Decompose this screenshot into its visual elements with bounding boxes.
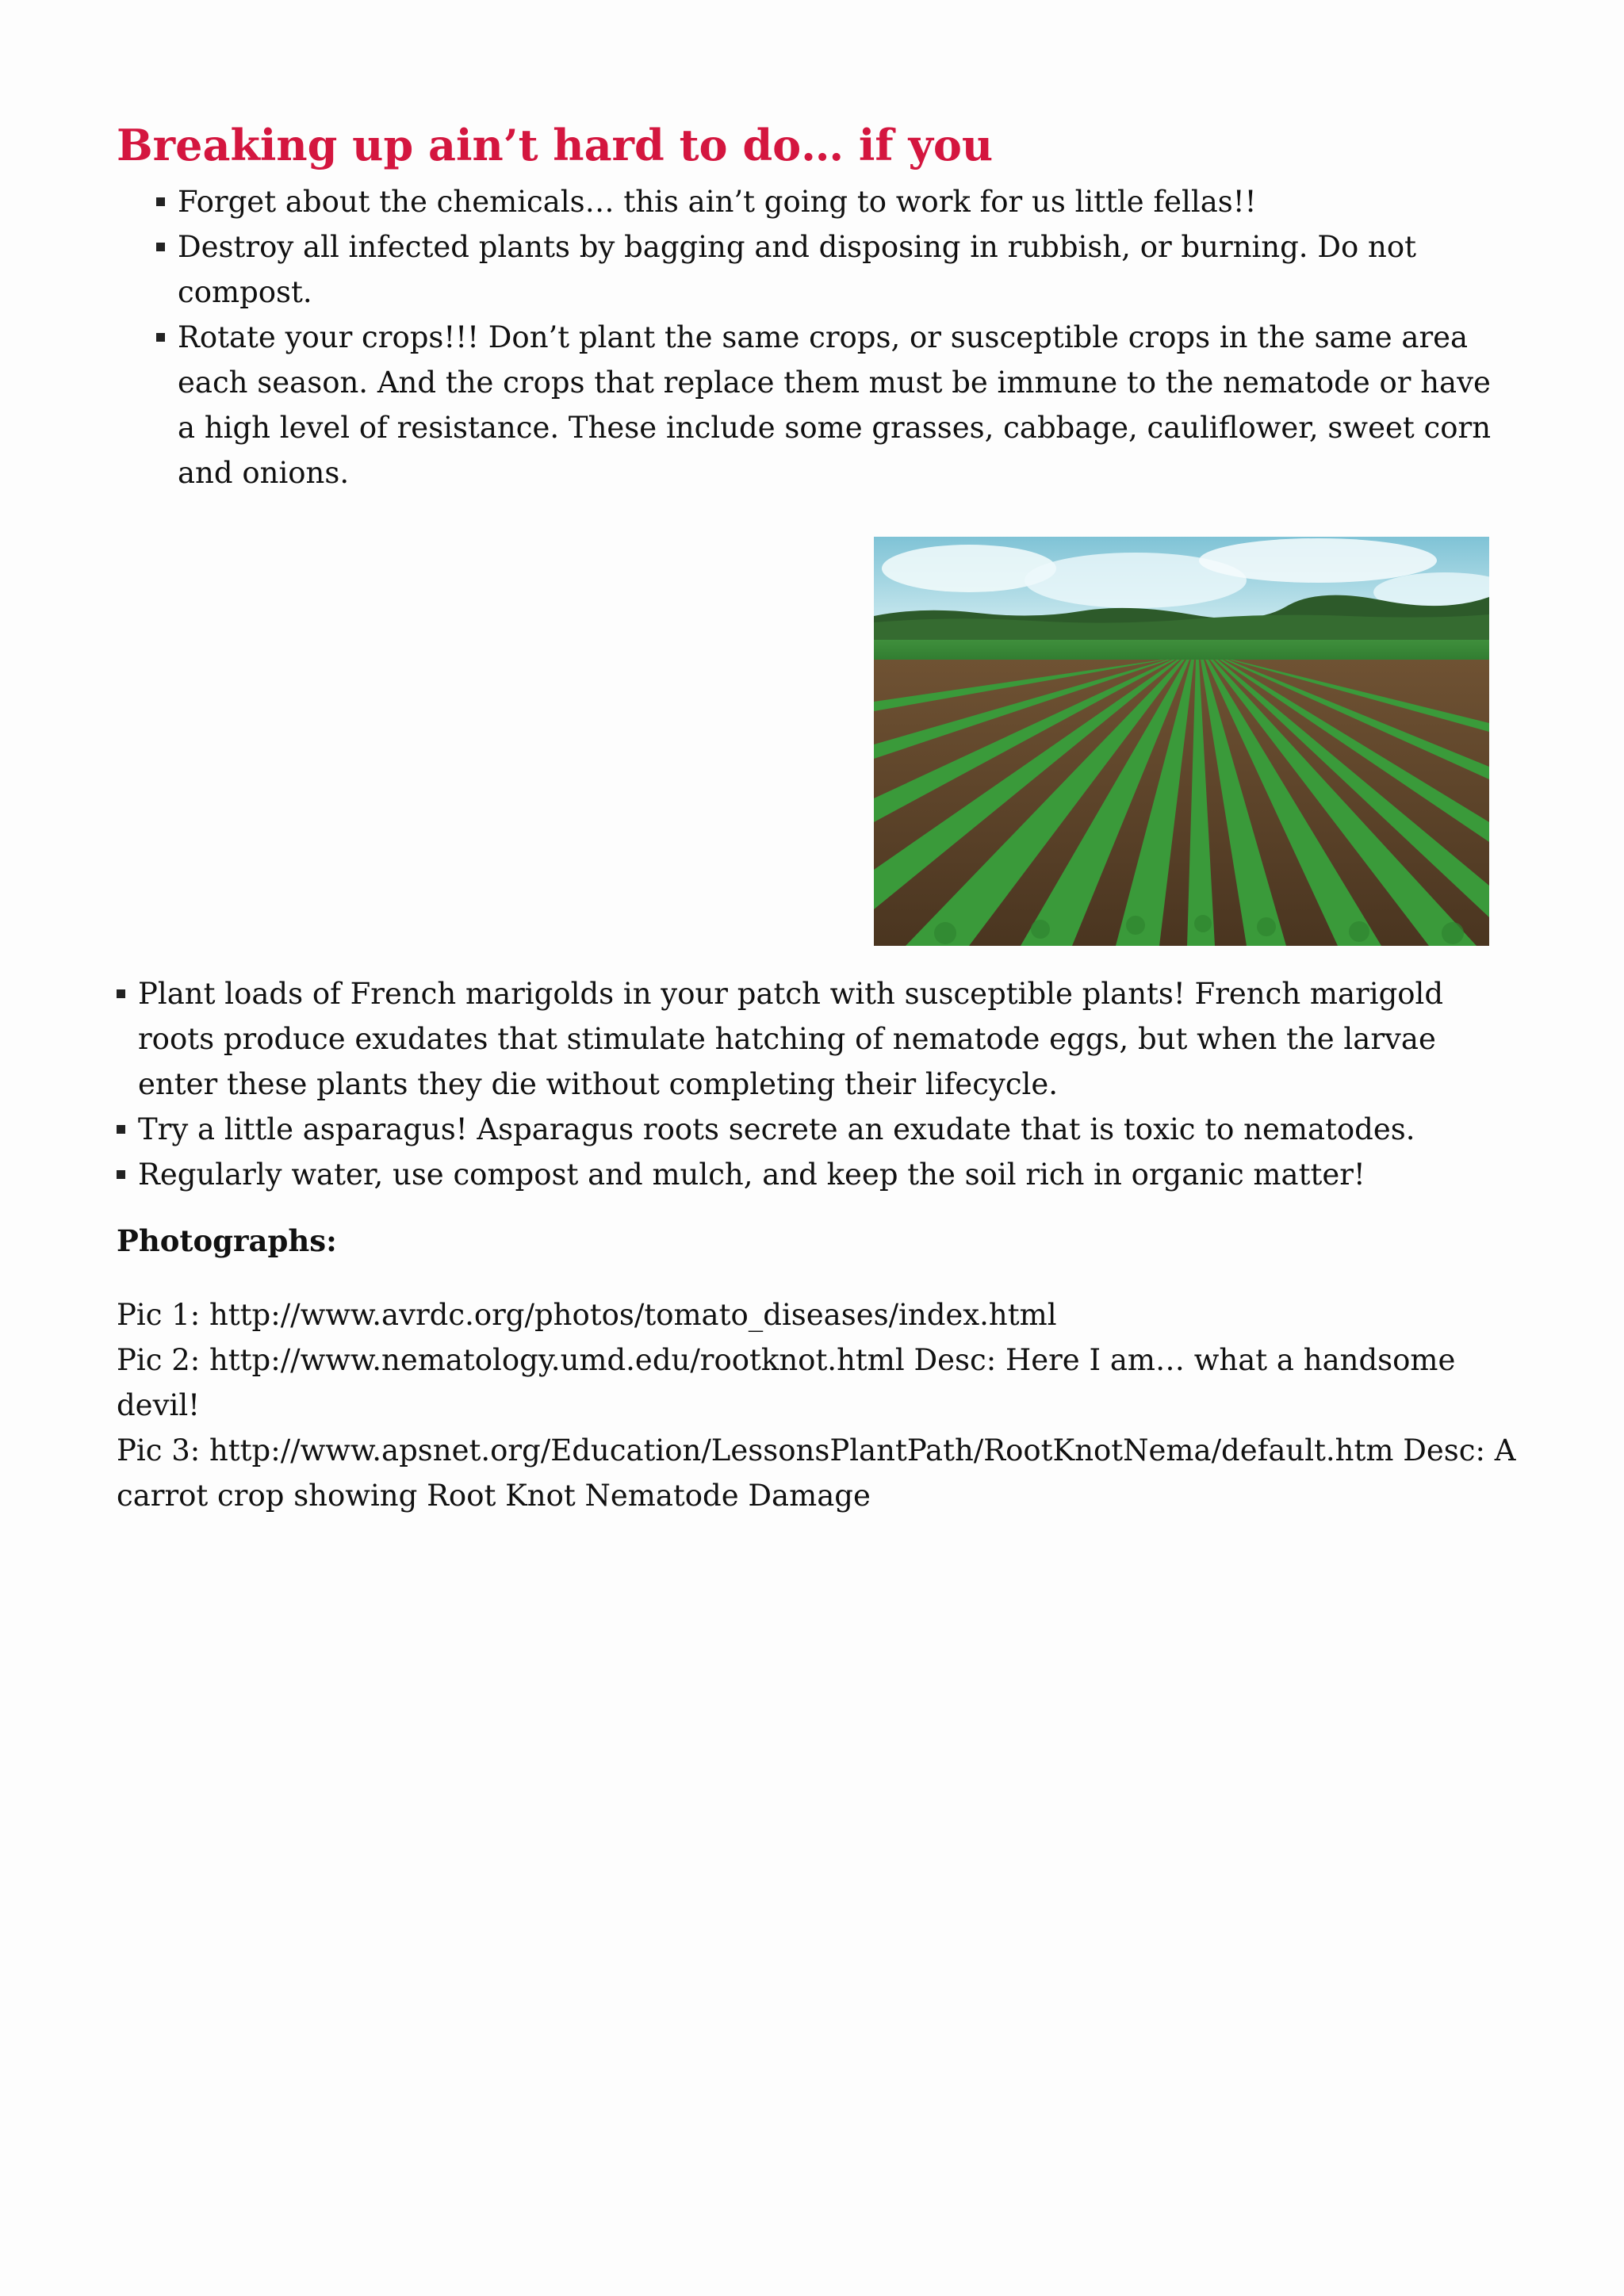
list-item [178,315,1494,496]
square-bullet-icon [156,243,165,251]
list-item [178,224,1494,315]
list-item-text: Regularly water, use compost and mulch, and keep the soil rich in organic matter! [138,1158,1365,1192]
credit-line: Pic 3: http://www.apsnet.org/Education/LessonsPlantPath/RootKnotNema/default.htm Desc: A carrot crop showing Root Knot Nematode Damage [117,1433,1516,1513]
square-bullet-icon [117,1170,125,1179]
list-item [178,179,1494,224]
square-bullet-icon [156,333,165,342]
list-item-text: Try a little asparagus! Asparagus roots secrete an exudate that is toxic to nematodes. [138,1112,1415,1146]
square-bullet-icon [156,197,165,206]
photo-credits [117,1292,1528,1518]
list-item [138,971,1518,1107]
photo-row [117,496,1528,971]
list-item [138,1107,1518,1152]
credit-line: Pic 2: http://www.nematology.umd.edu/rootknot.html Desc: Here I am… what a handsome devil! [117,1343,1456,1422]
list-item-text: Rotate your crops!!! Don’t plant the same crops, or susceptible crops in the same area each season. And the crops that replace them must be immune to the nematode or have a high level of resistance. These include some grasses, cabbage, cauliflower, sweet corn and onions. [178,320,1492,490]
list-item-text: Plant loads of French marigolds in your patch with susceptible plants! French marigold roots produce exudates that stimulate hatching of nematode eggs, but when the larvae enter these plants they die without completing their lifecycle. [138,977,1444,1101]
tips-list-bottom [138,971,1518,1197]
list-item [138,1152,1518,1197]
credit-line: Pic 1: http://www.avrdc.org/photos/tomato_diseases/index.html [117,1298,1057,1332]
carrot-field-image [874,537,1489,946]
carrot-field-photo [874,537,1489,946]
square-bullet-icon [117,1125,125,1134]
tips-list-top [178,179,1494,496]
photographs-heading: Photographs: [117,1223,337,1258]
list-item-text: Destroy all infected plants by bagging and disposing in rubbish, or burning. Do not compost. [178,230,1417,309]
document-page [117,111,1528,1518]
list-item-text: Forget about the chemicals… this ain’t going to work for us little fellas!! [178,185,1257,219]
page-title: Breaking up ain’t hard to do… if you [117,120,994,170]
square-bullet-icon [117,989,125,998]
